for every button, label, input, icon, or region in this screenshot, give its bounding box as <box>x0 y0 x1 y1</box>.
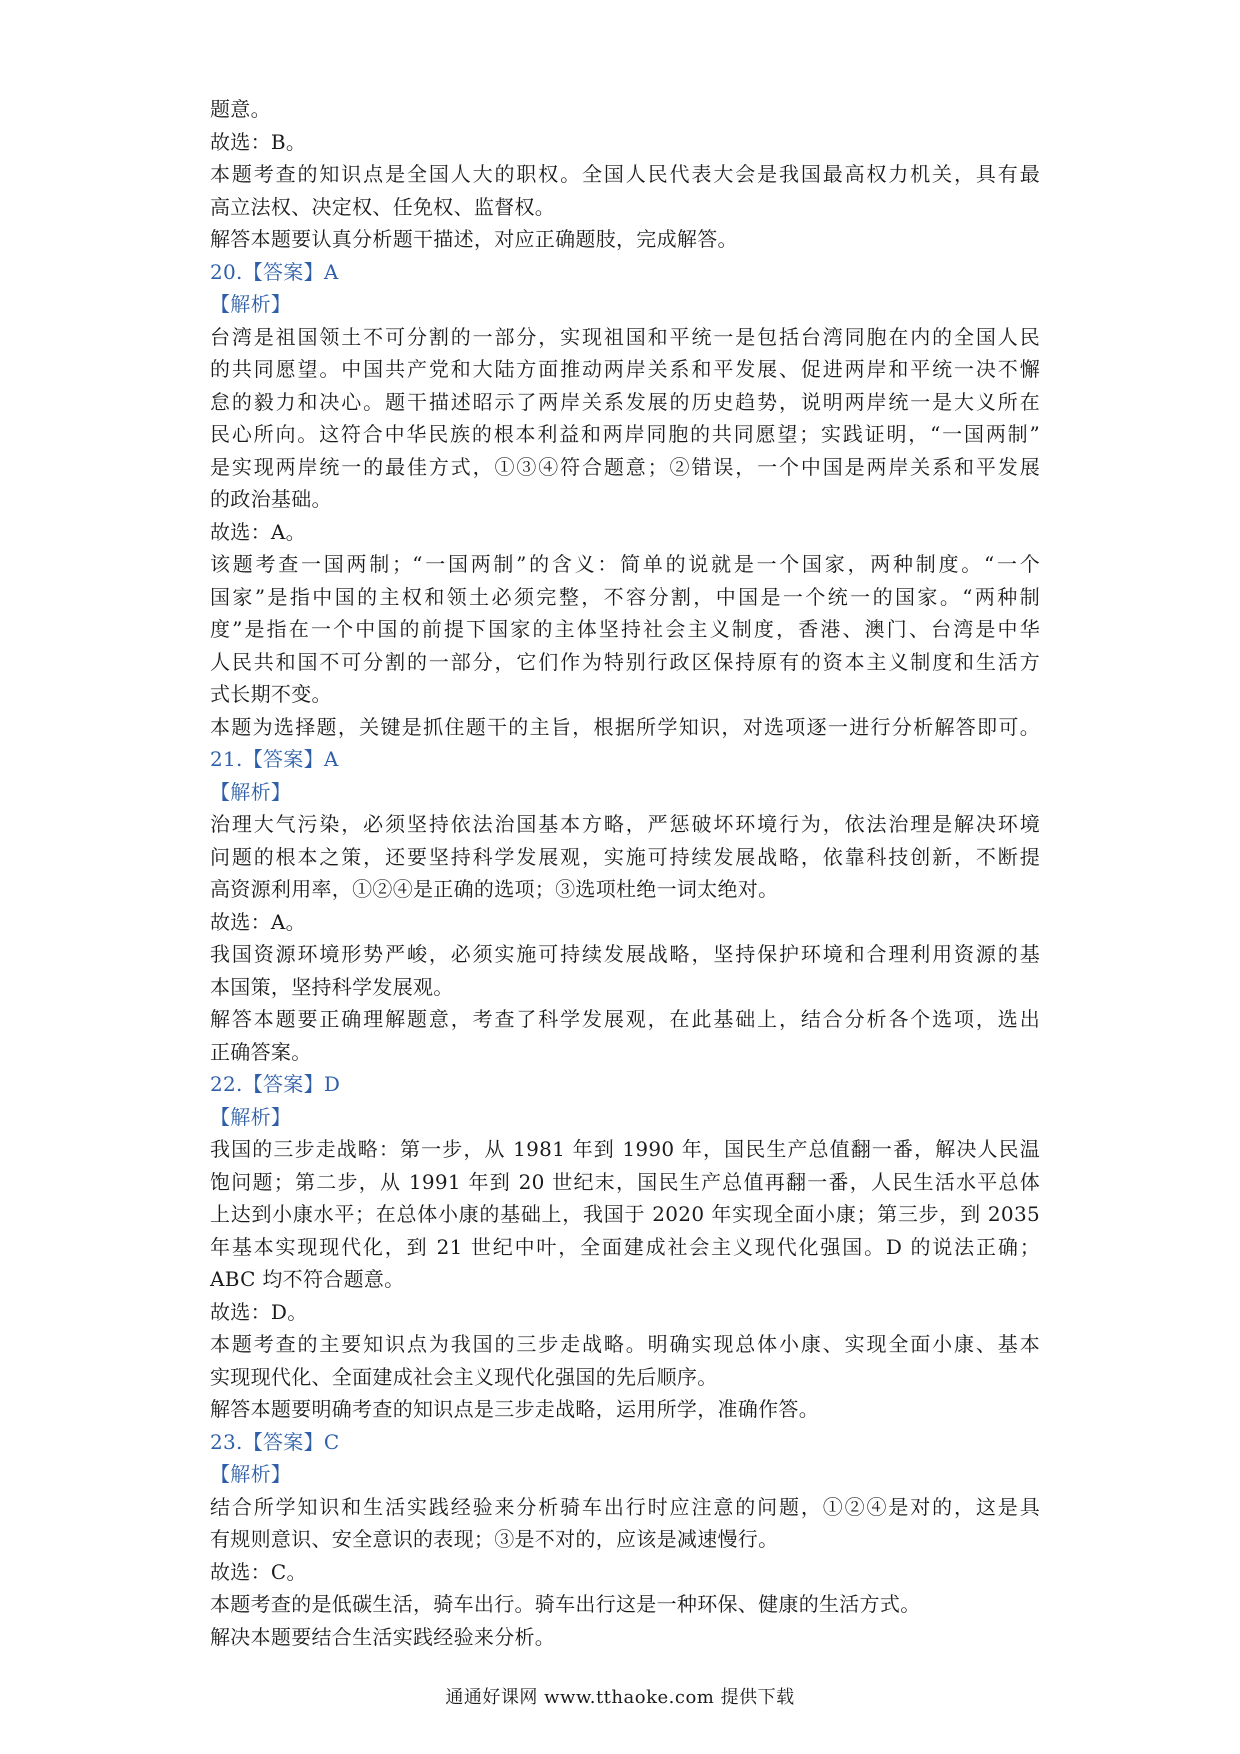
text-line: 本题考查的是低碳生活，骑车出行。骑车出行这是一种环保、健康的生活方式。 <box>210 1592 921 1616</box>
answer-heading-21: 21.【答案】A <box>210 747 339 771</box>
text-line: 本题为选择题，关键是抓住题干的主旨，根据所学知识，对选项逐一进行分析解答即可。 <box>210 714 1040 739</box>
text-line: 问题的根本之策，还要坚持科学发展观，实施可持续发展战略，依靠科技创新，不断提 <box>210 844 1040 869</box>
document-body <box>210 93 1040 1653</box>
text-line: 解答本题要正确理解题意，考查了科学发展观，在此基础上，结合分析各个选项，选出 <box>210 1007 1040 1031</box>
answer-heading-23: 23.【答案】C <box>210 1429 340 1454</box>
text-line: 是实现两岸统一的最佳方式，①③④符合题意；②错误，一个中国是两岸关系和平发展 <box>210 454 1040 479</box>
text-line: 的共同愿望。中国共产党和大陆方面推动两岸关系和平发展、促进两岸和平统一决不懈 <box>210 357 1040 381</box>
analysis-heading: 【解析】 <box>210 1104 292 1129</box>
text-line: 故选：A。 <box>210 909 306 934</box>
text-line: ABC 均不符合题意。 <box>210 1267 405 1291</box>
text-line: 故选：B。 <box>210 129 307 154</box>
text-line: 解决本题要结合生活实践经验来分析。 <box>210 1624 556 1649</box>
answer-heading-22: 22.【答案】D <box>210 1072 341 1096</box>
text-line: 本题考查的知识点是全国人大的职权。全国人民代表大会是我国最高权力机关，具有最 <box>210 162 1040 186</box>
text-line: 年基本实现现代化，到 21 世纪中叶，全面建成社会主义现代化强国。D 的说法正确； <box>210 1234 1040 1259</box>
text-line: 台湾是祖国领土不可分割的一部分，实现祖国和平统一是包括台湾同胞在内的全国人民 <box>210 324 1040 349</box>
text-line: 正确答案。 <box>210 1039 312 1064</box>
answer-heading-20: 20.【答案】A <box>210 259 339 284</box>
analysis-heading: 【解析】 <box>210 1462 292 1486</box>
text-line: 题意。 <box>210 97 271 121</box>
analysis-heading: 【解析】 <box>210 292 292 316</box>
text-line: 该题考查一国两制；“一国两制”的含义：简单的说就是一个国家，两种制度。“一个 <box>210 552 1040 576</box>
text-line: 民心所向。这符合中华民族的根本利益和两岸同胞的共同愿望；实践证明，“一国两制” <box>210 422 1040 446</box>
text-line: 解答本题要明确考查的知识点是三步走战略，运用所学，准确作答。 <box>210 1397 819 1421</box>
text-line: 本国策，坚持科学发展观。 <box>210 974 454 999</box>
text-line: 故选：C。 <box>210 1559 307 1584</box>
text-line: 人民共和国不可分割的一部分，它们作为特别行政区保持原有的资本主义制度和生活方 <box>210 649 1040 674</box>
text-line: 有规则意识、安全意识的表现；③是不对的，应该是减速慢行。 <box>210 1527 779 1551</box>
text-line: 的政治基础。 <box>210 487 332 511</box>
text-line: 怠的毅力和决心。题干描述昭示了两岸关系发展的历史趋势，说明两岸统一是大义所在 <box>210 389 1040 414</box>
text-line: 结合所学知识和生活实践经验来分析骑车出行时应注意的问题，①②④是对的，这是具 <box>210 1494 1040 1519</box>
text-line: 本题考查的主要知识点为我国的三步走战略。明确实现总体小康、实现全面小康、基本 <box>210 1332 1040 1356</box>
text-line: 我国资源环境形势严峻，必须实施可持续发展战略，坚持保护环境和合理利用资源的基 <box>210 942 1040 966</box>
text-line: 国家”是指中国的主权和领土必须完整，不容分割，中国是一个统一的国家。“两种制 <box>210 584 1040 609</box>
text-line: 饱问题；第二步，从 1991 年到 20 世纪末，国民生产总值再翻一番，人民生活水平总体 <box>210 1169 1040 1194</box>
text-line: 治理大气污染，必须坚持依法治国基本方略，严惩破坏环境行为，依法治理是解决环境 <box>210 812 1040 836</box>
text-line: 式长期不变。 <box>210 682 332 706</box>
text-line: 我国的三步走战略：第一步，从 1981 年到 1990 年，国民生产总值翻一番，解决人民温 <box>210 1137 1040 1161</box>
text-line: 上达到小康水平；在总体小康的基础上，我国于 2020 年实现全面小康；第三步，到 2035 <box>210 1202 1040 1226</box>
page-footer: 通通好课网 www.tthaoke.com 提供下载 <box>445 1687 795 1708</box>
text-line: 高立法权、决定权、任免权、监督权。 <box>210 194 556 219</box>
text-line: 故选：A。 <box>210 519 306 544</box>
text-line: 解答本题要认真分析题干描述，对应正确题肢，完成解答。 <box>210 227 738 251</box>
text-line: 度”是指在一个中国的前提下国家的主体坚持社会主义制度，香港、澳门、台湾是中华 <box>210 617 1040 641</box>
text-line: 高资源利用率，①②④是正确的选项；③选项杜绝一词太绝对。 <box>210 877 779 901</box>
text-line: 故选：D。 <box>210 1299 308 1324</box>
analysis-heading: 【解析】 <box>210 779 292 804</box>
text-line: 实现现代化、全面建成社会主义现代化强国的先后顺序。 <box>210 1364 718 1389</box>
